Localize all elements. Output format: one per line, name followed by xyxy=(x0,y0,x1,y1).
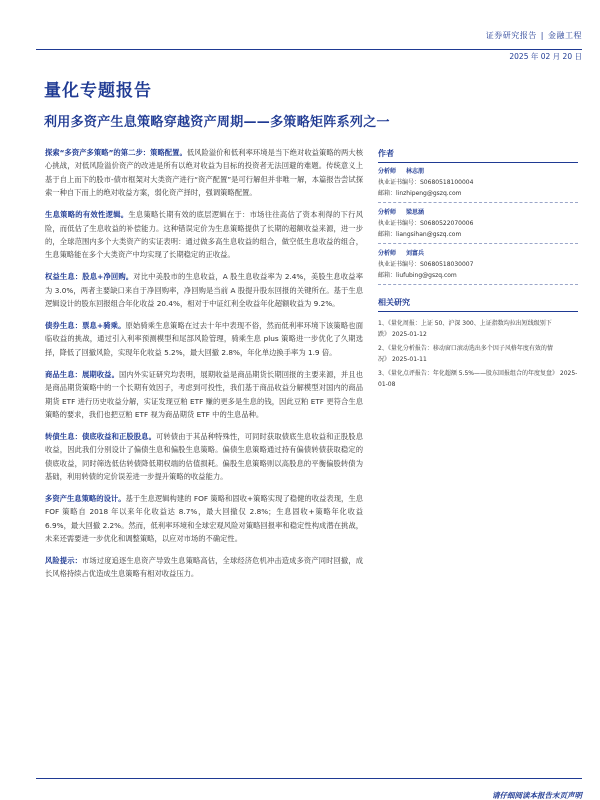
analyst-name: 刘富兵 xyxy=(406,250,425,257)
paragraph-text: 市场过度追逐生息资产导致生息策略高估，全球经济危机冲击造成多资产同时回撤，成长风格持续占优造成生息策略有相对收益压力。 xyxy=(45,556,364,579)
paragraph-lead: 转债生息：债底收益和正股股息。 xyxy=(45,431,156,441)
paragraph-yield-logic xyxy=(45,208,363,262)
related-research-item[interactable] xyxy=(378,343,578,365)
related-date: 2025-01-12 xyxy=(391,331,427,338)
paragraph-lead: 商品生息：展期收益。 xyxy=(45,369,119,379)
analyst-license: 执业证书编号：S0680518030007 xyxy=(378,261,474,268)
related-research-list xyxy=(378,318,578,390)
paragraph-lead: 探索“多资产多策略”的第二步：策略配置。 xyxy=(45,148,187,157)
header-org-line xyxy=(486,30,582,41)
header-rule xyxy=(36,49,582,50)
header-org: 证券研究报告 xyxy=(485,31,537,40)
page-footer xyxy=(36,778,582,800)
summary-body xyxy=(45,146,363,589)
paragraph-bond-yield xyxy=(45,319,363,359)
analyst-email[interactable]: 邮箱：linzhipeng@gszq.com xyxy=(378,190,462,197)
divider xyxy=(378,202,578,203)
related-research-item[interactable] xyxy=(378,318,578,340)
analyst-card xyxy=(378,163,578,201)
analyst-license: 执业证书编号：S0680518100004 xyxy=(378,179,474,186)
analyst-role: 分析师 xyxy=(378,168,397,175)
header-dept: 金融工程 xyxy=(548,31,582,40)
paragraph-text: 生息策略长期有效的底层逻辑在于：市场往往高估了资本利得的下行风险，而低估了生息收益的补偿能力。这种错误定价为生息策略提供了长期的超额收益来源，进一步的，全球范围内多个大类资产的实证表明：通过做多高生息收益的组合，做空低生息收益的组合，生息策略能在多个大类资产中均实现了长期稳定的正收益。 xyxy=(45,210,363,260)
paragraph-convertible-yield xyxy=(45,430,363,484)
divider xyxy=(378,243,578,244)
analyst-name: 林志朋 xyxy=(406,168,425,175)
paragraph-text: 对比中美股市的生息收益，A 股生息收益率为 2.4%，美股生息收益率为 3.0%，两者主要缺口来自于净回购率，净回购是当前 A 股提升股东回报的关键所在。基于生息逻辑设计的股东回报组合年化收益 20.4%，相对于中证红利全收益年化超额收益为 9.2%。 xyxy=(45,272,363,309)
analyst-email[interactable]: 邮箱：liufubing@gszq.com xyxy=(378,272,457,279)
analyst-email[interactable]: 邮箱：liangsihan@gszq.com xyxy=(378,231,462,238)
report-header xyxy=(486,30,582,62)
paragraph-text: 国内外实证研究均表明，展期收益是商品期货长期回报的主要来源，并且也是商品期货策略中的一个长期有效因子，考虑到可投性，我们基于商品收益分解模型对国内的商品期货 ETF 进行历史收益分解，实证发现豆粕 ETF 赚的更多是生息的钱，因此豆粕 ETF 更符合生息策略的要求，我们也把豆粕 ETF 视为商品期货 ETF 中的生息品种。 xyxy=(45,369,364,419)
paragraph-lead: 债券生息：票息+骑乘。 xyxy=(45,320,126,330)
paragraph-multi-asset-design xyxy=(45,492,363,546)
paragraph-lead: 风险提示： xyxy=(45,556,82,566)
paragraph-lead: 多资产生息策略的设计。 xyxy=(45,493,126,503)
authors-heading: 作者 xyxy=(378,148,578,163)
paragraph-text: 低风险溢价和低利率环境是当下绝对收益策略的两大核心挑战，对低风险溢价资产的改进是所有以绝对收益为目标的投资者无法回避的难题。传统意义上基于自上而下的股市-债市框架对大类资产进行“资产配置”是可行解但并非唯一解，本篇报告尝试探索一种自下而上的绝对收益方案，弱化资产择时，强调策略配置。 xyxy=(45,148,364,198)
analyst-name: 梁思涵 xyxy=(406,209,425,216)
analyst-role: 分析师 xyxy=(378,250,397,257)
analyst-role: 分析师 xyxy=(378,209,397,216)
header-separator: | xyxy=(540,31,544,40)
document-title: 利用多资产生息策略穿越资产周期——多策略矩阵系列之一 xyxy=(44,115,390,130)
related-title: 2、《量化分析报告：移动窗口滚动选出多个因子风格年度有效的情况》 xyxy=(378,345,553,363)
paragraph-lead: 生息策略的有效性逻辑。 xyxy=(45,210,129,220)
related-title: 1、《量化周报：上证 50、沪深 300、上证指数均拉出短线级别下跌》 xyxy=(378,320,552,338)
related-research-item[interactable] xyxy=(378,368,578,390)
document-type: 量化专题报告 xyxy=(44,81,152,101)
paragraph-lead: 权益生息：股息+净回购。 xyxy=(45,272,134,282)
related-research-heading: 相关研究 xyxy=(378,297,578,312)
analyst-license: 执业证书编号：S0680522070006 xyxy=(378,220,474,227)
related-title: 3、《量化点评报告：年化超额 5.5%——股东回报组合的年度复盘》 xyxy=(378,370,558,377)
paragraph-risk-warning xyxy=(45,554,363,581)
divider xyxy=(378,284,578,285)
paragraph-text: 原始骑乘生息策略在过去十年中表现不俗，然而低利率环境下该策略也面临收益的挑战，通过引入利率预测模型和尾部风险管理，骑乘生息 plus 策略进一步优化了久期选择，降低了回撤风险，实现年化收益 5.2%，最大回撤 2.8%，年化单边换手率为 1.9 倍。 xyxy=(45,320,363,357)
paragraph-text: 基于生息逻辑构建的 FOF 策略和固收+策略实现了稳健的收益表现，生息 FOF 策略自 2018 年以来年化收益达 8.7%，最大回撤仅 2.8%；生息固收+策略年化收益 6.9%，最大回撤 2.2%。然而，低利率环境和全球宏观风险对策略回报率和稳定性构成潜在挑战，未来还需要进一步优化和调整策略，以应对市场的不确定性。 xyxy=(45,493,364,544)
footer-disclaimer: 请仔细阅读本报告末页声明 xyxy=(492,791,582,800)
related-date: 2025-01-08 xyxy=(378,370,578,388)
paragraph-commodity-yield xyxy=(45,368,363,422)
analyst-card xyxy=(378,245,578,283)
sidebar xyxy=(378,148,578,393)
paragraph-equity-yield xyxy=(45,270,363,310)
related-date: 2025-01-11 xyxy=(391,356,427,363)
paragraph-strategy-allocation xyxy=(45,146,363,200)
analyst-card xyxy=(378,204,578,242)
report-date: 2025 年 02 月 20 日 xyxy=(509,52,582,61)
paragraph-text: 可转债由于其品种特殊性，可同时获取债底生息收益和正股股息收益，因此我们分别设计了偏债生息和偏股生息策略。偏债生息策略通过持有偏债转债获取稳定的债底收益，同时筛选低估转债降低期权端的估值损耗。偏股生息策略则以高股息的平衡偏股转债为基础，利用转债的定价误差进一步提升策略的收益能力。 xyxy=(45,431,364,482)
